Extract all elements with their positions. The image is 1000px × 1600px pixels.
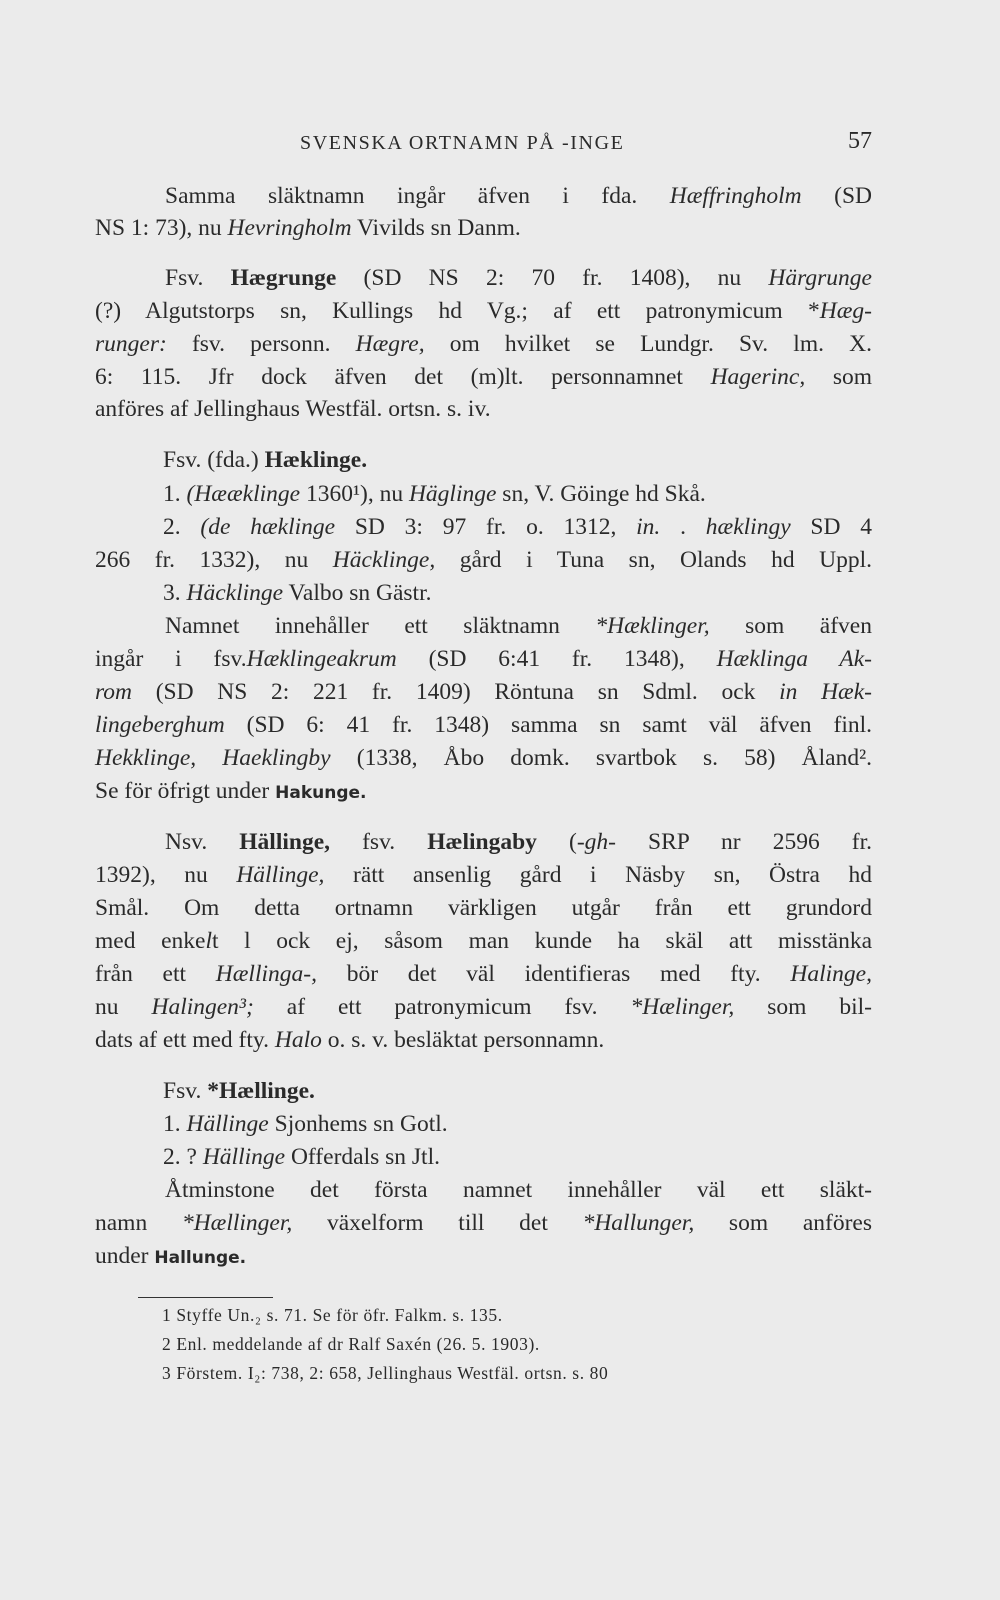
text-line: 2. (de hæklinge SD 3: 97 fr. o. 1312, in. . hæklingy SD 4	[163, 514, 872, 540]
text-line: 3. Häcklinge Valbo sn Gästr.	[163, 580, 432, 606]
text-line: Fsv. Hægrunge (SD NS 2: 70 fr. 1408), nu Härgrunge	[165, 265, 872, 291]
text-line: ingår i fsv.Hæklingeakrum (SD 6:41 fr. 1348), Hæklinga Ak-	[95, 646, 872, 672]
text-line: (?) Algutstorps sn, Kullings hd Vg.; af ett patronymicum *Hæg-	[95, 298, 872, 324]
footnote: 1 Styffe Un.₂ s. 71. Se för öfr. Falkm. s. 135.	[162, 1305, 503, 1325]
text-line: runger: fsv. personn. Hægre, om hvilket se Lundgr. Sv. lm. X.	[95, 331, 872, 357]
text-line: Namnet innehåller ett släktnamn *Hæklinger, som äfven	[165, 613, 872, 639]
text-line: Nsv. Hällinge, fsv. Hælingaby (-gh- SRP nr 2596 fr.	[165, 829, 872, 855]
text-line: 1. Hällinge Sjonhems sn Gotl.	[163, 1111, 448, 1137]
footnote: 3 Förstem. I₂: 738, 2: 658, Jellinghaus Westfäl. ortsn. s. 80	[162, 1363, 609, 1383]
page-number: 57	[848, 128, 872, 154]
text-line: från ett Hællinga-, bör det väl identifieras med fty. Halinge,	[95, 961, 872, 987]
text-line: under Hallunge.	[95, 1243, 247, 1269]
text-line: anföres af Jellinghaus Westfäl. ortsn. s. iv.	[95, 396, 491, 422]
footnote: 2 Enl. meddelande af dr Ralf Saxén (26. 5. 1903).	[162, 1334, 540, 1354]
text-line: med enkelt l ock ej, såsom man kunde ha skäl att misstänka	[95, 928, 872, 954]
text-line: NS 1: 73), nu Hevringholm Vivilds sn Danm.	[95, 215, 521, 241]
text-line: rom (SD NS 2: 221 fr. 1409) Röntuna sn Sdml. ock in Hæk-	[95, 679, 872, 705]
footnote-divider	[138, 1297, 273, 1298]
text-line: 6: 115. Jfr dock äfven det (m)lt. personnamnet Hagerinc, som	[95, 364, 872, 390]
text-line: Se för öfrigt under Hakunge.	[95, 778, 367, 804]
text-line: lingeberghum (SD 6: 41 fr. 1348) samma sn samt väl äfven finl.	[95, 712, 872, 738]
text-line: Fsv. *Hællinge.	[163, 1078, 315, 1104]
text-line: 1392), nu Hällinge, rätt ansenlig gård i Näsby sn, Östra hd	[95, 862, 872, 888]
running-title: SVENSKA ORTNAMN PÅ -INGE	[300, 132, 625, 154]
text-line: Fsv. (fda.) Hæklinge.	[163, 447, 368, 473]
text-line: Smål. Om detta ortnamn värkligen utgår från ett grundord	[95, 895, 872, 921]
text-line: Samma släktnamn ingår äfven i fda. Hæffringholm (SD	[165, 183, 872, 209]
text-line: dats af ett med fty. Halo o. s. v. besläktat personnamn.	[95, 1027, 605, 1053]
text-line: nu Halingen³; af ett patronymicum fsv. *Hælinger, som bil-	[95, 994, 873, 1020]
text-line: Åtminstone det första namnet innehåller väl ett släkt-	[165, 1177, 872, 1203]
text-line: 266 fr. 1332), nu Häcklinge, gård i Tuna sn, Olands hd Uppl.	[95, 547, 872, 573]
text-line: namn *Hællinger, växelform till det *Hallunger, som anföres	[95, 1210, 872, 1236]
text-line: 2. ? Hällinge Offerdals sn Jtl.	[163, 1144, 440, 1170]
text-line: 1. (Hææklinge 1360¹), nu Häglinge sn, V. Göinge hd Skå.	[163, 481, 706, 507]
text-line: Hekklinge, Haeklingby (1338, Åbo domk. svartbok s. 58) Åland².	[95, 745, 873, 771]
